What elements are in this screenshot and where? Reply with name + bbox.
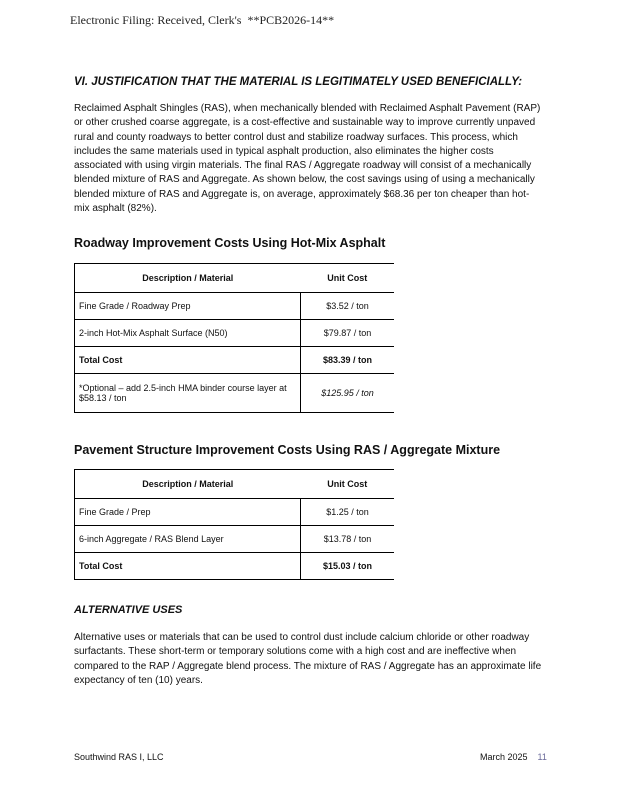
cell: $79.87 / ton [301,320,395,347]
table-row [75,499,395,526]
col-header: Description / Material [75,470,301,499]
ras-cost-table [74,469,394,580]
filing-stamp [70,13,334,28]
cell: Fine Grade / Roadway Prep [75,293,301,320]
table-row [75,320,395,347]
filing-stamp-text: Electronic Filing: Received, Clerk's [70,13,242,27]
table-row [75,526,395,553]
table-row [75,553,395,580]
table-row [75,347,395,374]
cell: $125.95 / ton [301,374,395,413]
alternative-uses-paragraph: Alternative uses or materials that can be used to control dust include calcium chloride or other roadway surfactants. These short-term or temporary solutions come with a high cost and are ineffective when compared to the RAP / Aggregate blend process. The mixture of RAS / Aggregate has an approximate life expectancy of ten (10) years. [74,632,542,686]
cell: $15.03 / ton [301,553,395,580]
cell: Total Cost [75,347,301,374]
col-header: Description / Material [75,264,301,293]
cell: $83.39 / ton [301,347,395,374]
alternative-uses-title: ALTERNATIVE USES [74,604,183,616]
cell: 2-inch Hot-Mix Asphalt Surface (N50) [75,320,301,347]
cell: *Optional – add 2.5-inch HMA binder course layer at $58.13 / ton [75,374,301,413]
cell: $13.78 / ton [301,526,395,553]
cell: 6-inch Aggregate / RAS Blend Layer [75,526,301,553]
col-header: Unit Cost [301,264,395,293]
cell: Fine Grade / Prep [75,499,301,526]
table-row [75,293,395,320]
cell: $1.25 / ton [301,499,395,526]
section-title: VI. JUSTIFICATION THAT THE MATERIAL IS LEGITIMATELY USED BENEFICIALLY: [74,76,523,88]
footer-date-text: March 2025 [480,752,528,762]
intro-paragraph: Reclaimed Asphalt Shingles (RAS), when mechanically blended with Reclaimed Asphalt Pavement (RAP) or other crushed coarse aggregate, is a cost-effective and sustainable way to improve currently unpaved rural and county roadways to better control dust and stabilize roadway surfaces. This process, which includes the same materials used in typical asphalt production, also eliminates the higher costs associated with using virgin materials. The final RAS / Aggregate roadway will consist of a mechanically blended mixture of RAS and Aggregate. As shown below, the cost savings using of using a mechanically blended mixture of RAS and Aggregate is, on average, approximately $68.36 per ton cheaper than hot-mix asphalt (82%). [74,103,541,215]
page-number: 11 [537,752,547,762]
cell: Total Cost [75,553,301,580]
case-number: **PCB2026-14** [247,13,335,27]
table-row [75,374,395,413]
table1-title: Roadway Improvement Costs Using Hot-Mix Asphalt [74,236,386,250]
cell: $3.52 / ton [301,293,395,320]
footer-company: Southwind RAS I, LLC [74,752,164,762]
col-header: Unit Cost [301,470,395,499]
footer-date [480,752,547,762]
hma-cost-table [74,263,394,413]
table2-title: Pavement Structure Improvement Costs Using RAS / Aggregate Mixture [74,443,501,457]
